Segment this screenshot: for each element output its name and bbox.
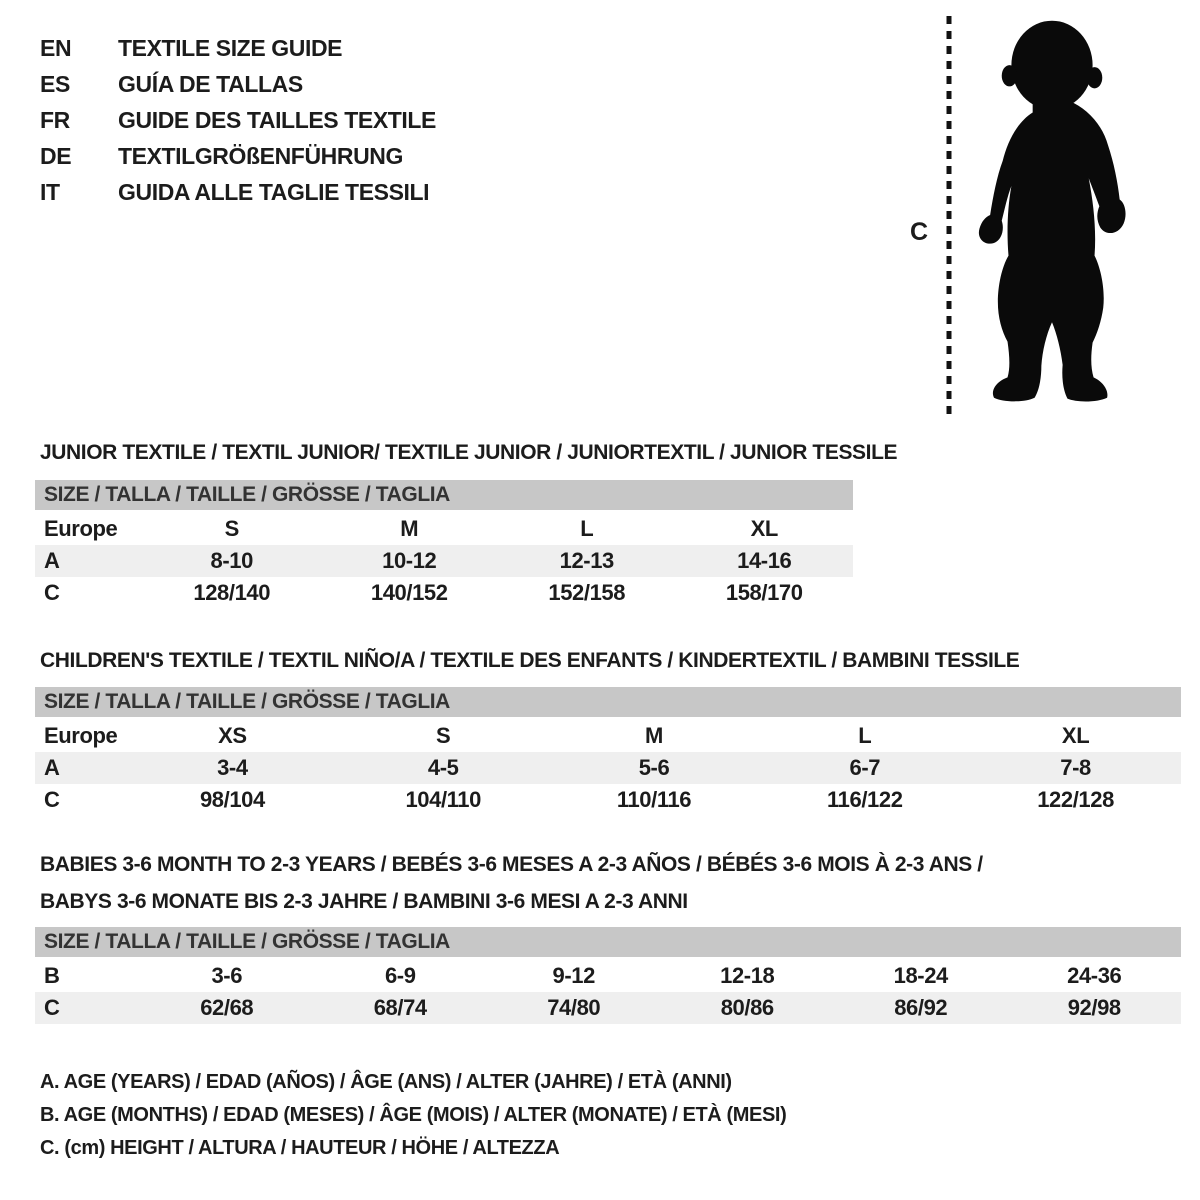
guide-title: TEXTILGRÖßENFÜHRUNG: [118, 142, 403, 169]
junior-size-table: [35, 480, 853, 609]
table-cell: S: [224, 516, 239, 541]
children-section-title: CHILDREN'S TEXTILE / TEXTIL NIÑO/A / TEXTILE DES ENFANTS / KINDERTEXTIL / BAMBINI TESSILE: [40, 649, 1020, 672]
table-cell: 122/128: [1037, 787, 1114, 812]
row-label: Europe: [44, 723, 118, 748]
legend-line-b: B. AGE (MONTHS) / EDAD (MESES) / ÂGE (MOIS) / ALTER (MONATE) / ETÀ (MESI): [40, 1104, 787, 1126]
table-cell: L: [858, 723, 872, 748]
table-cell: 152/158: [548, 580, 626, 605]
table-cell: 158/170: [725, 580, 803, 605]
table-cell: 5-6: [638, 755, 670, 780]
row-label: A: [44, 755, 60, 780]
table-cell: 18-24: [893, 963, 948, 988]
babies-size-table: [35, 927, 1181, 1024]
table-cell: 24-36: [1067, 963, 1122, 988]
table-row: [35, 513, 853, 545]
table-cell: 98/104: [199, 787, 265, 812]
guide-title: GUÍA DE TALLAS: [118, 70, 303, 97]
babies-title-line-1: BABIES 3-6 MONTH TO 2-3 YEARS / BEBÉS 3-6 MESES A 2-3 AÑOS / BÉBÉS 3-6 MOIS À 2-3 ANS /: [40, 853, 983, 876]
language-code: DE: [40, 142, 72, 169]
guide-title: TEXTILE SIZE GUIDE: [118, 34, 343, 61]
table-cell: 8-10: [210, 548, 253, 573]
table-cell: XL: [750, 516, 778, 541]
row-label: C: [44, 580, 60, 605]
table-row: [35, 720, 1181, 752]
row-label: A: [44, 548, 60, 573]
table-cell: 12-13: [559, 548, 614, 573]
language-title-list: [40, 30, 436, 210]
table-row: [35, 752, 1181, 784]
row-label: Europe: [44, 516, 118, 541]
table-cell: XL: [1061, 723, 1090, 748]
table-cell: 6-9: [384, 963, 416, 988]
language-code: FR: [40, 106, 70, 133]
language-row: [40, 102, 436, 138]
table-cell: S: [436, 723, 451, 748]
table-cell: 68/74: [373, 995, 427, 1020]
table-header: SIZE / TALLA / TAILLE / GRÖSSE / TAGLIA: [35, 927, 1181, 957]
babies-title-line-2: BABYS 3-6 MONATE BIS 2-3 JAHRE / BAMBINI 3-6 MESI A 2-3 ANNI: [40, 890, 688, 913]
table-cell: M: [400, 516, 419, 541]
measurement-legend: [40, 1066, 786, 1165]
table-cell: 10-12: [382, 548, 437, 573]
language-row: [40, 174, 436, 210]
guide-title: GUIDA ALLE TAGLIE TESSILI: [118, 178, 430, 205]
table-cell: 62/68: [200, 995, 254, 1020]
row-label: B: [44, 963, 60, 988]
children-size-table: [35, 687, 1181, 816]
babies-section-title: [40, 846, 983, 920]
table-row: [35, 545, 853, 577]
row-label: C: [44, 995, 60, 1020]
table-cell: 116/122: [827, 787, 903, 812]
table-cell: 104/110: [405, 787, 481, 812]
table-cell: 6-7: [849, 755, 881, 780]
table-cell: 92/98: [1067, 995, 1121, 1020]
table-header: SIZE / TALLA / TAILLE / GRÖSSE / TAGLIA: [35, 480, 853, 510]
legend-line-c: C. (cm) HEIGHT / ALTURA / HAUTEUR / HÖHE / ALTEZZA: [40, 1137, 560, 1159]
language-row: [40, 66, 436, 102]
junior-section-title: JUNIOR TEXTILE / TEXTIL JUNIOR/ TEXTILE JUNIOR / JUNIORTEXTIL / JUNIOR TESSILE: [40, 441, 898, 464]
language-code: EN: [40, 34, 72, 61]
table-row: [35, 784, 1181, 816]
table-cell: 3-4: [217, 755, 248, 780]
height-measure-dashed-line: [946, 16, 952, 416]
table-row: [35, 577, 853, 609]
toddler-silhouette: [962, 12, 1142, 418]
language-code: ES: [40, 70, 70, 97]
table-cell: 128/140: [193, 580, 271, 605]
table-cell: 110/116: [616, 787, 692, 812]
language-row: [40, 30, 436, 66]
legend-line-a: A. AGE (YEARS) / EDAD (AÑOS) / ÂGE (ANS) / ALTER (JAHRE) / ETÀ (ANNI): [40, 1071, 732, 1093]
table-cell: XS: [218, 723, 247, 748]
guide-title: GUIDE DES TAILLES TEXTILE: [118, 106, 436, 133]
table-cell: 86/92: [894, 995, 948, 1020]
table-row: [35, 992, 1181, 1024]
row-label: C: [44, 787, 60, 812]
table-cell: 4-5: [427, 755, 459, 780]
table-cell: 80/86: [720, 995, 774, 1020]
language-code: IT: [40, 178, 60, 205]
table-cell: 74/80: [547, 995, 601, 1020]
height-measure-label: C: [910, 218, 928, 246]
table-cell: L: [580, 516, 594, 541]
table-row: [35, 960, 1181, 992]
table-cell: 3-6: [211, 963, 243, 988]
table-cell: 14-16: [737, 548, 792, 573]
language-row: [40, 138, 436, 174]
table-cell: 9-12: [552, 963, 595, 988]
table-cell: 140/152: [370, 580, 448, 605]
table-cell: 12-18: [720, 963, 775, 988]
table-header: SIZE / TALLA / TAILLE / GRÖSSE / TAGLIA: [35, 687, 1181, 717]
table-cell: 7-8: [1060, 755, 1091, 780]
table-cell: M: [645, 723, 663, 748]
